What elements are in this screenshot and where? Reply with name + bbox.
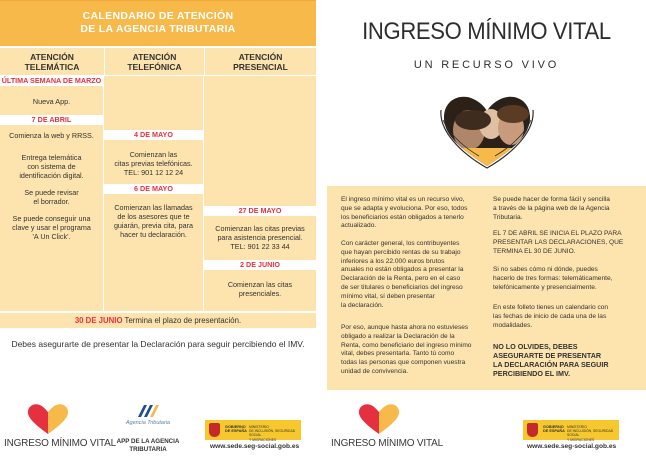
paragraph-line: de ser titulares o beneficiarios del ingreso bbox=[341, 283, 463, 291]
column-presencial bbox=[204, 76, 316, 311]
date-label: 27 DE MAYO bbox=[204, 206, 316, 216]
column-header-telefonica bbox=[104, 46, 204, 75]
date-label: 4 DE MAYO bbox=[104, 130, 203, 140]
page-subtitle: UN RECURSO VIVO bbox=[413, 59, 560, 71]
gobierno-line: GOBIERNO bbox=[543, 425, 564, 429]
paragraph-line: Por eso, aunque hasta ahora no estuvieses bbox=[341, 324, 469, 331]
paragraph-line: a través de la página web de la Agencia bbox=[493, 204, 610, 212]
cell-text-line: Comienzan las citas bbox=[227, 280, 293, 289]
paragraph-line: telefónicamente y presencialmente. bbox=[493, 283, 597, 291]
ministry-line: DE INCLUSIÓN, SEGURIDAD SOCIAL bbox=[567, 429, 614, 438]
gobierno-logo bbox=[205, 420, 301, 440]
paragraph bbox=[341, 196, 487, 231]
info-panel bbox=[327, 0, 646, 459]
cell-text-line: el borrador. bbox=[33, 197, 70, 206]
paragraph-line: que se adapta y evoluciona. Por eso, todos bbox=[341, 204, 468, 212]
calendar-title-line2: DE LA AGENCIA TRIBUTARIA bbox=[80, 23, 236, 35]
paragraph-line: las fechas de inicio de cada una de las bbox=[493, 312, 607, 320]
reminder-line: ASEGURARTE DE PRESENTAR bbox=[493, 351, 602, 360]
cell-text bbox=[204, 224, 316, 251]
paragraph-line: En este folleto tienes un calendario con bbox=[493, 304, 609, 311]
paragraph bbox=[493, 304, 643, 330]
cell-text-line: para asistencia presencial. bbox=[217, 233, 303, 242]
reminder-text bbox=[493, 342, 643, 378]
paragraph-line: unidad de convivencia. bbox=[341, 367, 409, 375]
cell-text bbox=[0, 214, 103, 241]
paragraph-line: modalidades. bbox=[493, 321, 533, 329]
ministry-line: MINISTERIO bbox=[249, 425, 269, 429]
cell-text-line: guiarán, previa cita, para bbox=[113, 221, 194, 230]
family-heart-photo bbox=[439, 90, 535, 170]
paragraph-line: TERMINA EL 30 DE JUNIO. bbox=[493, 247, 576, 255]
paragraph bbox=[341, 240, 487, 310]
date-label: 6 DE MAYO bbox=[104, 184, 203, 194]
paragraph bbox=[341, 324, 487, 377]
paragraph-line: inferiores a los 22.000 euros brutos bbox=[341, 257, 445, 265]
paragraph-line: PRESENTAR LAS DECLARACIONES, QUE bbox=[493, 238, 624, 246]
gobierno-text bbox=[225, 425, 247, 433]
paragraph-line: los beneficiarios están obligados a tenerlo bbox=[341, 213, 464, 221]
paragraph bbox=[493, 230, 643, 256]
cell-text-line: Comienzan las llamadas bbox=[114, 203, 193, 212]
cell-text-line: con sistema de bbox=[27, 162, 76, 171]
column-header-line2: TELEMÁTICA bbox=[24, 61, 80, 72]
website-link[interactable]: www.sede.seg-social.gob.es bbox=[527, 443, 617, 450]
ministry-line: DE INCLUSIÓN, SEGURIDAD SOCIAL bbox=[249, 429, 296, 438]
cell-text-line: citas previas telefónicas. bbox=[114, 159, 193, 168]
agency-app-line: TRIBUTARIA bbox=[129, 445, 167, 453]
paragraph-line: todas las personas que componen vuestra bbox=[341, 359, 466, 367]
deadline-text: Termina el plazo de presentación. bbox=[122, 316, 242, 325]
cell-text-line: Se puede revisar bbox=[24, 188, 79, 197]
calendar-title bbox=[0, 0, 316, 46]
cell-text-line: identificación digital. bbox=[19, 171, 84, 180]
column-header-telematica bbox=[0, 46, 104, 75]
gobierno-line: GOBIERNO bbox=[225, 425, 246, 429]
column-header-line1: ATENCIÓN bbox=[238, 52, 283, 62]
paragraph-line: hacerlo de tres formas: telemáticamente, bbox=[493, 274, 613, 282]
cell-text-line: hacer tu declaración. bbox=[120, 230, 187, 239]
reminder-line: PERCIBIENDO EL IMV. bbox=[493, 369, 571, 378]
paragraph-line: EL 7 DE ABRIL SE INICIA EL PLAZO PARA bbox=[493, 230, 622, 237]
ministry-line: Y MIGRACIONES bbox=[567, 437, 595, 442]
ministry-text bbox=[249, 425, 301, 442]
agencia-tributaria-logo-icon bbox=[136, 403, 160, 419]
reminder-line: LA DECLARACIÓN PARA SEGUIR bbox=[493, 360, 609, 369]
gobierno-text bbox=[543, 425, 565, 433]
cell-text bbox=[0, 188, 103, 206]
info-box bbox=[327, 186, 646, 390]
gobierno-line: DE ESPAÑA bbox=[543, 429, 565, 434]
paragraph-line: mínimo vital, sí deben presentar bbox=[341, 292, 435, 300]
calendar-title-line1: CALENDARIO DE ATENCIÓN bbox=[82, 10, 234, 22]
cell-text-line: de los asesores que te bbox=[117, 212, 190, 221]
paragraph-line: El ingreso mínimo vital es un recurso vivo, bbox=[341, 196, 465, 203]
column-header-line2: TELEFÓNICA bbox=[127, 61, 182, 72]
warning-text: Debes asegurarte de presentar la Declaración para seguir percibiendo el IMV. bbox=[11, 339, 305, 349]
paragraph bbox=[493, 196, 643, 222]
calendar-panel bbox=[0, 0, 316, 459]
paragraph-line: vital, debes presentarla. Tanto tú como bbox=[341, 350, 455, 358]
cell-text-line: TEL: 901 22 33 44 bbox=[230, 242, 290, 251]
date-label: ÚLTIMA SEMANA DE MARZO bbox=[1, 76, 102, 85]
ministry-line: MINISTERIO bbox=[567, 425, 587, 429]
column-header-line2: PRESENCIAL bbox=[233, 61, 288, 72]
deadline-date: 30 DE JUNIO bbox=[74, 316, 123, 325]
paragraph-line: Se puede hacer de forma fácil y sencilla bbox=[493, 196, 610, 203]
cell-text: Nueva App. bbox=[32, 97, 71, 106]
cell-text bbox=[0, 153, 103, 180]
paragraph-line: la declaración. bbox=[341, 301, 384, 309]
cell-text bbox=[104, 203, 203, 239]
cell-text-line: clave y usar el programa bbox=[12, 223, 91, 232]
cell-text-line: Comienzan las bbox=[129, 150, 178, 159]
paragraph-line: obligado a realizar la Declaración de la bbox=[341, 332, 455, 340]
cell-text-line: presenciales. bbox=[238, 289, 282, 298]
heart-logo-icon bbox=[357, 402, 401, 436]
cell-text-line: Se puede conseguir una bbox=[12, 214, 91, 223]
coat-of-arms-icon bbox=[209, 423, 220, 437]
heart-logo-icon bbox=[26, 402, 70, 436]
website-link[interactable]: www.sede.seg-social.gob.es bbox=[210, 443, 300, 450]
column-header-line1: ATENCIÓN bbox=[30, 52, 74, 62]
imv-logo-text: INGRESO MÍNIMO VITAL bbox=[331, 438, 443, 449]
column-header-presencial bbox=[204, 46, 316, 75]
imv-logo-text: INGRESO MÍNIMO VITAL bbox=[4, 438, 116, 449]
paragraph-line: anuales no están obligados a presentar la bbox=[341, 266, 464, 274]
cell-text-line: Comienzan las citas previas bbox=[215, 224, 305, 233]
paragraph-line: actualizado. bbox=[341, 222, 377, 230]
paragraph-line: que hayan percibido rentas de su trabajo bbox=[341, 248, 461, 256]
date-label: 2 DE JUNIO bbox=[204, 260, 316, 270]
reminder-line: NO LO OLVIDES, DEBES bbox=[493, 342, 578, 351]
agency-app-line: APP DE LA AGENCIA bbox=[116, 438, 180, 445]
coat-of-arms-icon bbox=[527, 423, 538, 437]
cell-text-line: Entrega telemática bbox=[21, 153, 82, 162]
deadline-row bbox=[0, 311, 316, 328]
cell-text-line: 'A Un Click'. bbox=[32, 232, 71, 241]
ministry-line: Y MIGRACIONES bbox=[249, 437, 277, 442]
cell-text-line: TEL: 901 12 12 24 bbox=[123, 168, 184, 177]
paragraph-line: Renta, como beneficiario del ingreso mínimo bbox=[341, 341, 472, 349]
paragraph-line: Tributaria. bbox=[493, 213, 523, 221]
gobierno-logo bbox=[523, 420, 619, 440]
date-label: 7 DE ABRIL bbox=[0, 115, 103, 125]
cell-text: Comienza la web y RRSS. bbox=[9, 131, 94, 140]
paragraph-line: Declaración de la Renta, pero en el caso bbox=[341, 275, 461, 283]
ministry-text bbox=[567, 425, 619, 442]
agency-app-text bbox=[110, 438, 186, 453]
paragraph-line: Con carácter general, los contribuyentes bbox=[341, 240, 460, 247]
cell-text bbox=[104, 150, 203, 177]
paragraph bbox=[493, 266, 643, 292]
agency-name: Agencia Tributaria bbox=[125, 420, 171, 426]
column-header-line1: ATENCIÓN bbox=[132, 52, 177, 62]
gobierno-line: DE ESPAÑA bbox=[225, 429, 247, 434]
cell-text bbox=[204, 280, 316, 298]
paragraph-line: Si no sabes cómo ni dónde, puedes bbox=[493, 266, 598, 273]
page-title: INGRESO MÍNIMO VITAL bbox=[362, 18, 611, 45]
